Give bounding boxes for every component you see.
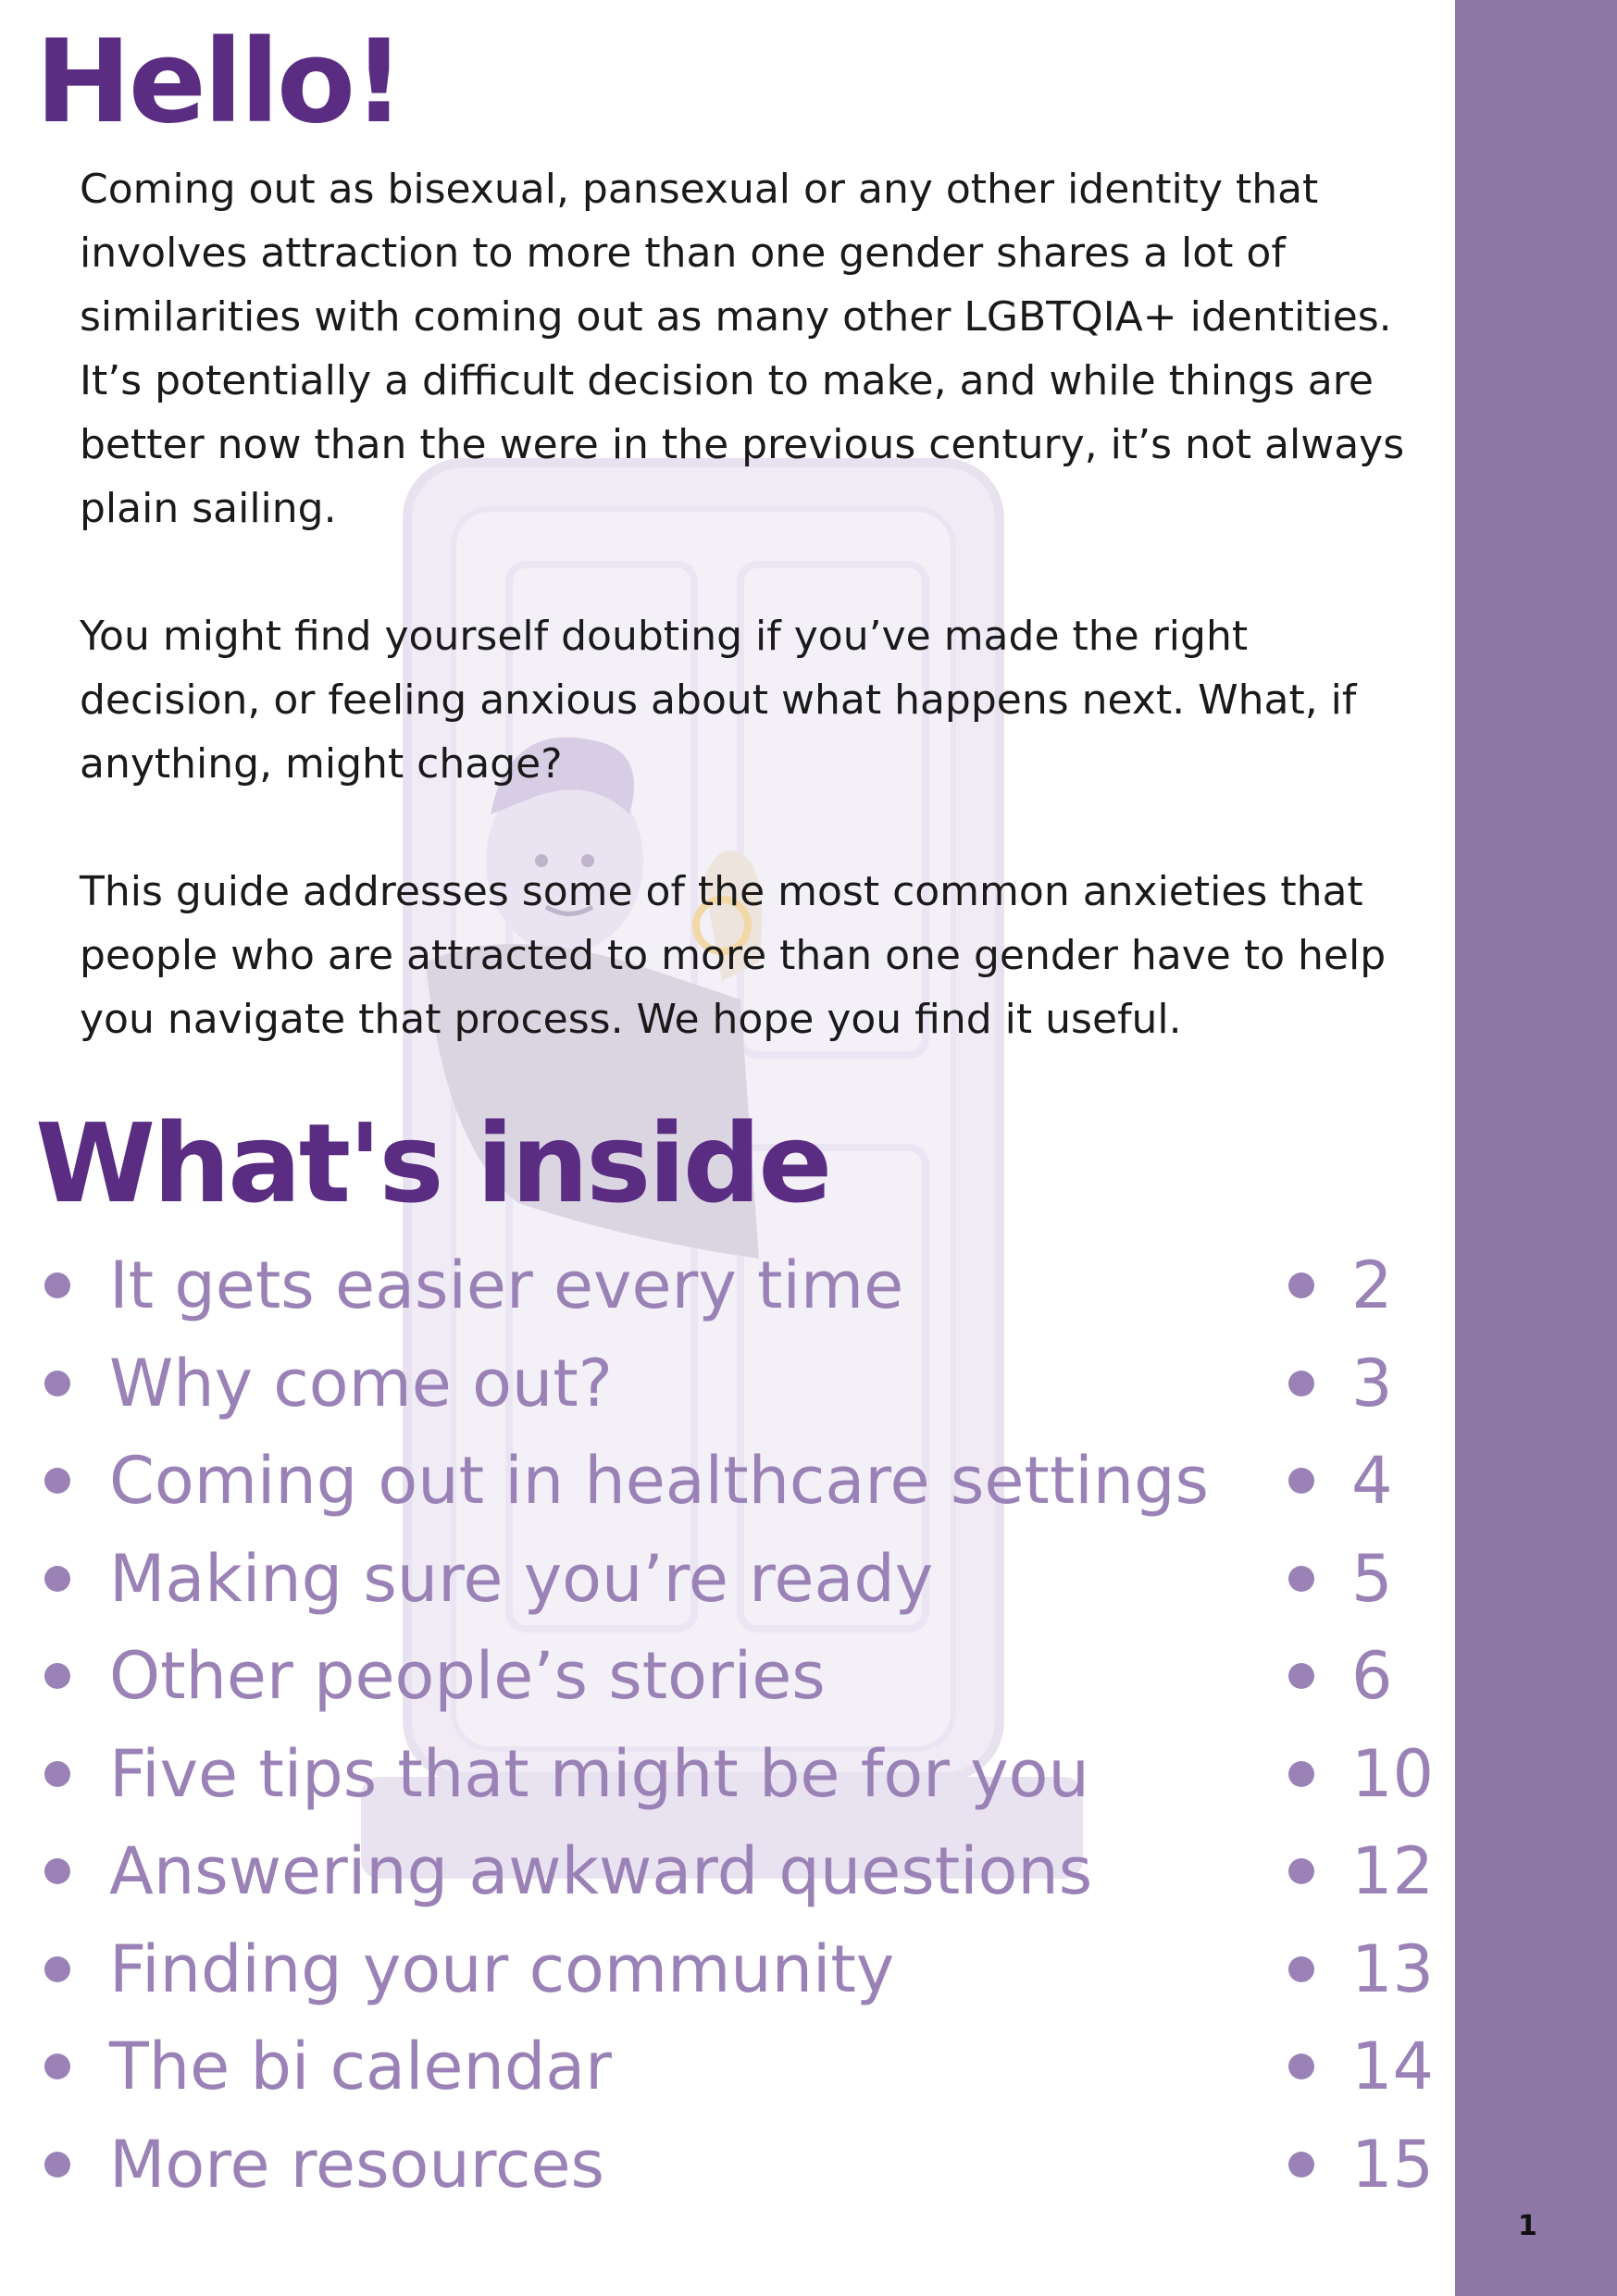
toc-entry-page: 4 — [1351, 1443, 1393, 1519]
bullet-icon — [1288, 2054, 1314, 2079]
toc-entry[interactable] — [0, 1237, 1455, 1335]
bullet-icon — [1288, 2152, 1314, 2178]
toc-entry-title: Making sure you’re ready — [109, 1540, 934, 1617]
toc-entry[interactable] — [0, 1433, 1455, 1531]
toc-entry-page: 15 — [1351, 2126, 1435, 2203]
toc-entry-page: 3 — [1351, 1345, 1393, 1421]
intro-paragraph: This guide addresses some of the most common anxieties that people who are attracted to more than one gender have to help you navigate that process. We hope you find it useful. — [80, 868, 1387, 1043]
toc-entry[interactable] — [0, 1628, 1455, 1726]
toc-entry-title: Why come out? — [109, 1345, 613, 1421]
intro-text — [80, 157, 1412, 1051]
whats-inside-heading: What's inside — [35, 1099, 830, 1227]
bullet-icon — [1288, 1956, 1314, 1982]
toc-entry[interactable] — [0, 1335, 1455, 1433]
bullet-icon — [1288, 1371, 1314, 1396]
bullet-icon — [44, 2152, 70, 2178]
bullet-icon — [1288, 1761, 1314, 1787]
toc-entry[interactable] — [0, 1921, 1455, 2019]
intro-paragraph: Coming out as bisexual, pansexual or any other identity that involves attraction to more than one gender shares a lot of similarities with coming out as many other LGBTQIA+ identities. It’s potentially a difficult decision to make, and while things are better now than the were in the previous century, it’s not always plain sailing. — [80, 166, 1405, 532]
toc-entry-title: Five tips that might be for you — [109, 1735, 1089, 1812]
hello-heading: Hello! — [35, 16, 403, 149]
bullet-icon — [1288, 1272, 1314, 1298]
intro-paragraph: You might find yourself doubting if you’ve made the right decision, or feeling anxious about what happens next. What, if anything, might chage? — [80, 613, 1357, 788]
bullet-icon — [1288, 1663, 1314, 1689]
toc-entry-page: 10 — [1351, 1735, 1435, 1812]
toc-entry-title: Answering awkward questions — [109, 1833, 1093, 1909]
toc-entry-title: Coming out in healthcare settings — [109, 1443, 1210, 1519]
toc-entry-title: More resources — [109, 2126, 605, 2203]
bullet-icon — [1288, 1566, 1314, 1592]
bullet-icon — [44, 1858, 70, 1884]
toc-entry[interactable] — [0, 1531, 1455, 1629]
bullet-icon — [44, 1761, 70, 1787]
toc-entry-page: 5 — [1351, 1540, 1393, 1617]
toc-entry-page: 13 — [1351, 1930, 1435, 2007]
bullet-icon — [1288, 1858, 1314, 1884]
toc-entry[interactable] — [0, 2116, 1455, 2215]
bullet-icon — [44, 2054, 70, 2079]
toc-entry[interactable] — [0, 2018, 1455, 2116]
toc-entry[interactable] — [0, 1823, 1455, 1921]
toc-entry-title: Other people’s stories — [109, 1638, 826, 1714]
bullet-icon — [1288, 1468, 1314, 1494]
bullet-icon — [44, 1663, 70, 1689]
bullet-icon — [44, 1468, 70, 1494]
toc-entry[interactable] — [0, 1726, 1455, 1824]
toc-entry-page: 2 — [1351, 1247, 1393, 1323]
bullet-icon — [44, 1371, 70, 1396]
bullet-icon — [44, 1566, 70, 1592]
toc-entry-title: Finding your community — [109, 1930, 895, 2007]
toc-entry-title: It gets easier every time — [109, 1247, 904, 1323]
bullet-icon — [44, 1956, 70, 1982]
toc-entry-page: 6 — [1351, 1638, 1393, 1714]
table-of-contents — [0, 1237, 1455, 2214]
toc-entry-page: 12 — [1351, 1833, 1435, 1909]
bullet-icon — [44, 1272, 70, 1298]
side-color-band — [1455, 0, 1617, 2296]
toc-entry-title: The bi calendar — [109, 2029, 612, 2104]
toc-entry-page: 14 — [1351, 2029, 1435, 2104]
page-number: 1 — [1518, 2210, 1537, 2242]
